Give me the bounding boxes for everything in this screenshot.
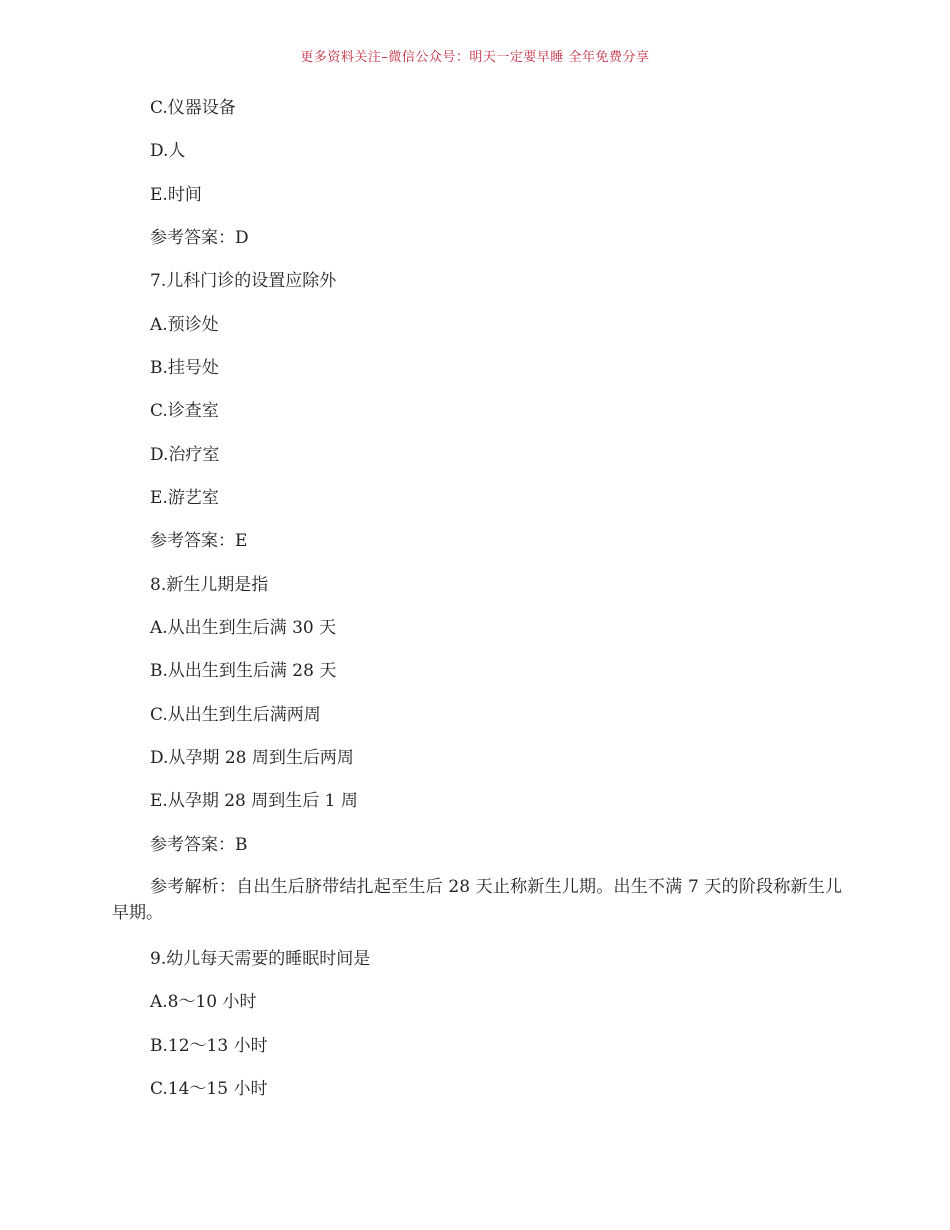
- q8-option-d: D.从孕期 28 周到生后两周: [150, 748, 354, 768]
- q7-option-b: B.挂号处: [150, 358, 219, 378]
- q9-option-b: B.12～13 小时: [150, 1036, 268, 1056]
- q8-option-b: B.从出生到生后满 28 天: [150, 661, 337, 681]
- q6-option-c: C.仪器设备: [150, 98, 236, 118]
- q8-question: 8.新生儿期是指: [150, 575, 269, 595]
- q7-option-d: D.治疗室: [150, 445, 220, 465]
- q9-question: 9.幼儿每天需要的睡眠时间是: [150, 949, 371, 969]
- q8-option-a: A.从出生到生后满 30 天: [150, 618, 337, 638]
- page-header-notice: 更多资料关注–微信公众号：明天一定要早睡 全年免费分享: [300, 50, 650, 65]
- q8-option-e: E.从孕期 28 周到生后 1 周: [150, 791, 358, 811]
- q6-option-e: E.时间: [150, 185, 202, 205]
- q6-option-d: D.人: [150, 141, 186, 161]
- q6-answer: 参考答案：D: [150, 228, 249, 248]
- q9-option-a: A.8～10 小时: [150, 992, 257, 1012]
- q8-option-c: C.从出生到生后满两周: [150, 705, 321, 725]
- q7-option-e: E.游艺室: [150, 488, 219, 508]
- q7-answer: 参考答案：E: [150, 531, 248, 551]
- q8-answer: 参考答案：B: [150, 835, 248, 855]
- q9-option-c: C.14～15 小时: [150, 1079, 268, 1099]
- q7-option-c: C.诊查室: [150, 401, 219, 421]
- q8-analysis: 参考解析：自出生后脐带结扎起至生后 28 天止称新生儿期。出生不满 7 天的阶段称新生儿早期。: [112, 877, 842, 923]
- q7-option-a: A.预诊处: [150, 315, 219, 335]
- q7-question: 7.儿科门诊的设置应除外: [150, 271, 337, 291]
